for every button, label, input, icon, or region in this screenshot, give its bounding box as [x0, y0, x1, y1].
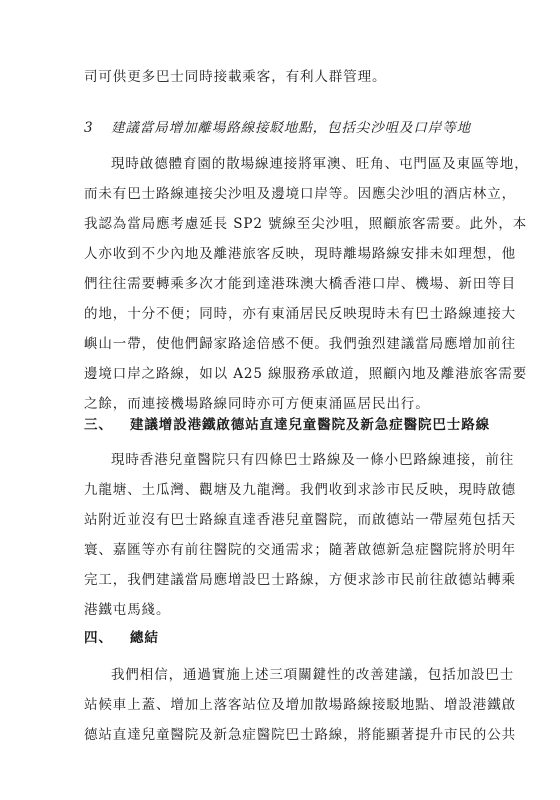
paragraph-line: 站附近並沒有巴士路線直達香港兒童醫院，而啟德站一帶屋苑包括天: [84, 512, 516, 528]
paragraph-line: 司可供更多巴士同時接載乘客，有利人群管理。: [84, 69, 387, 85]
paragraph-pickup-points: [84, 149, 529, 419]
subsection-number: 3: [84, 120, 94, 136]
section-heading-4: [84, 626, 494, 650]
paragraph-line: 之餘，而連接機場路線同時亦可方便東涌區居民出行。: [84, 396, 430, 412]
paragraph-line: 寰、嘉匯等亦有前往醫院的交通需求；隨著啟德新急症醫院將於明年: [84, 542, 516, 558]
section-heading-3: [84, 413, 494, 437]
paragraph-line: 德站直達兒童醫院及新急症醫院巴士路線，將能顯著提升市民的公共: [84, 727, 516, 743]
paragraph-line: 的地，十分不便；同時，亦有東涌居民反映現時未有巴士路線連接大: [84, 306, 516, 322]
paragraph-line: 嶼山一帶，使他們歸家路途倍感不便。我們強烈建議當局應增加前往: [84, 336, 516, 352]
paragraph-hospital-bus: [84, 445, 516, 625]
subsection-title: 建議當局增加離場路線接駁地點，包括尖沙咀及口岸等地: [111, 120, 471, 136]
section-title: 總結: [130, 630, 159, 646]
paragraph-conclusion: [84, 660, 516, 750]
paragraph-line: 站候車上蓋、增加上落客站位及增加散場路線接駁地點、增設港鐵啟: [84, 697, 516, 713]
paragraph-line: 現時啟德體育園的散場線連接將軍澳、旺角、屯門區及東區等地，: [111, 156, 529, 172]
paragraph-line: 邊境口岸之路線，如以 A25 線服務承啟道，照顧內地及離港旅客需要: [84, 366, 528, 382]
paragraph-line: 們往往需要轉乘多次才能到達港珠澳大橋香港口岸、機場、新田等目: [84, 276, 516, 292]
intro-paragraph: [84, 62, 484, 92]
paragraph-line: 而未有巴士路線連接尖沙咀及邊境口岸等。因應尖沙咀的酒店林立，: [84, 186, 516, 202]
paragraph-line: 我們相信，通過實施上述三項關鍵性的改善建議，包括加設巴士: [111, 667, 515, 683]
section-title: 建議增設港鐵啟德站直達兒童醫院及新急症醫院巴士路線: [130, 417, 490, 433]
paragraph-line: 港鐵屯馬綫。: [84, 602, 171, 618]
section-number: 三、: [84, 417, 113, 433]
paragraph-line: 我認為當局應考慮延長 SP2 號線至尖沙咀，照顧旅客需要。此外，本: [84, 216, 528, 232]
subsection-heading-3: [84, 113, 484, 143]
paragraph-line: 人亦收到不少內地及離港旅客反映，現時離場路線安排未如理想，他: [84, 246, 516, 262]
paragraph-line: 完工，我們建議當局應增設巴士路線，方便求診市民前往啟德站轉乘: [84, 572, 516, 588]
paragraph-line: 現時香港兒童醫院只有四條巴士路線及一條小巴路線連接，前往: [111, 452, 515, 468]
section-number: 四、: [84, 630, 113, 646]
paragraph-line: 九龍塘、土瓜灣、觀塘及九龍灣。我們收到求診市民反映，現時啟德: [84, 482, 516, 498]
